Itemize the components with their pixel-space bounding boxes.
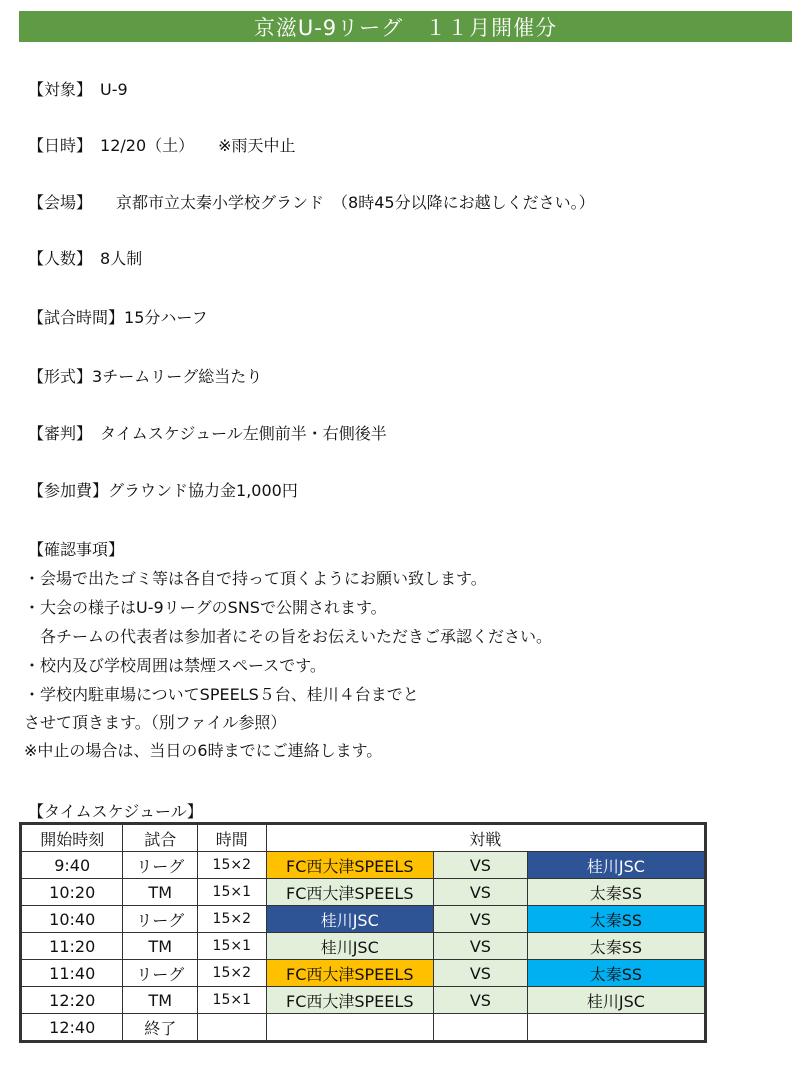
team-a-cell: FC西大津SPEELS [266, 852, 433, 879]
note-line: させて頂きます。（別ファイル参照） [24, 713, 287, 732]
info-players [28, 249, 142, 269]
table-row [21, 1014, 706, 1042]
info-value: 京都市立太秦小学校グランド （8時45分以降にお越しください。） [116, 193, 595, 212]
team-a-cell: FC西大津SPEELS [266, 960, 433, 987]
team-a-cell [266, 1014, 433, 1042]
vs-cell: VS [433, 879, 527, 906]
game-cell: TM [123, 879, 198, 906]
team-a-cell: FC西大津SPEELS [266, 879, 433, 906]
info-label: 【対象】 [28, 80, 85, 99]
schedule-header-row [21, 824, 706, 852]
info-label: 【参加費】 [28, 481, 109, 500]
table-row [21, 933, 706, 960]
team-a-cell: 桂川JSC [266, 933, 433, 960]
note-line: ・大会の様子はU-9リーグのSNSで公開されます。 [24, 598, 387, 617]
vs-cell: VS [433, 987, 527, 1014]
game-cell: リーグ [123, 852, 198, 879]
header-game: 試合 [123, 824, 198, 852]
duration-cell: 15×2 [198, 906, 267, 933]
duration-cell: 15×1 [198, 879, 267, 906]
table-row [21, 987, 706, 1014]
duration-cell: 15×2 [198, 852, 267, 879]
note-line: ・学校内駐車場についてSPEELS５台、桂川４台までと [24, 685, 419, 704]
info-fee [28, 481, 298, 501]
vs-cell: VS [433, 960, 527, 987]
info-value: 8人制 [100, 249, 143, 268]
team-b-cell [527, 1014, 705, 1042]
duration-cell: 15×1 [198, 933, 267, 960]
start-cell: 12:20 [21, 987, 123, 1014]
table-row [21, 960, 706, 987]
info-value: U-9 [100, 80, 128, 99]
info-match-time [28, 308, 208, 328]
duration-cell: 15×1 [198, 987, 267, 1014]
note-line: 各チームの代表者は参加者にその旨をお伝えいただきご承認ください。 [24, 627, 553, 646]
note-line: ・校内及び学校周囲は禁煙スペースです。 [24, 656, 326, 675]
vs-cell: VS [433, 933, 527, 960]
start-cell: 9:40 [21, 852, 123, 879]
note-line: ・会場で出たゴミ等は各自で持って頂くようにお願い致します。 [24, 569, 487, 588]
team-a-cell: FC西大津SPEELS [266, 987, 433, 1014]
game-cell: TM [123, 987, 198, 1014]
info-label: 【人数】 [28, 249, 85, 268]
info-value: 3チームリーグ総当たり [92, 367, 263, 386]
start-cell: 12:40 [21, 1014, 123, 1042]
header-duration: 時間 [198, 824, 267, 852]
table-row [21, 879, 706, 906]
game-cell: リーグ [123, 906, 198, 933]
notes-heading: 【確認事項】 [28, 540, 125, 559]
team-b-cell: 太秦SS [527, 960, 705, 987]
note-line: ※中止の場合は、当日の6時までにご連絡します。 [24, 741, 383, 760]
duration-cell [198, 1014, 267, 1042]
duration-cell: 15×2 [198, 960, 267, 987]
info-venue [28, 193, 595, 213]
info-format [28, 367, 262, 387]
start-cell: 10:40 [21, 906, 123, 933]
team-b-cell: 太秦SS [527, 879, 705, 906]
team-b-cell: 太秦SS [527, 933, 705, 960]
vs-cell: VS [433, 852, 527, 879]
info-label: 【日時】 [28, 136, 85, 155]
vs-cell: VS [433, 906, 527, 933]
game-cell: 終了 [123, 1014, 198, 1042]
start-cell: 10:20 [21, 879, 123, 906]
header-start: 開始時刻 [21, 824, 123, 852]
game-cell: リーグ [123, 960, 198, 987]
start-cell: 11:40 [21, 960, 123, 987]
page-title: 京滋U-9リーグ １１月開催分 [19, 11, 792, 42]
vs-cell [433, 1014, 527, 1042]
info-value: 15分ハーフ [124, 308, 208, 327]
info-referee [28, 424, 387, 444]
info-value: 12/20（土） ※雨天中止 [100, 136, 296, 155]
team-b-cell: 桂川JSC [527, 852, 705, 879]
schedule-label: 【タイムスケジュール】 [28, 802, 203, 821]
schedule-table [19, 822, 707, 1043]
info-label: 【形式】 [28, 367, 93, 386]
info-label: 【試合時間】 [28, 308, 125, 327]
game-cell: TM [123, 933, 198, 960]
team-b-cell: 桂川JSC [527, 987, 705, 1014]
info-value: タイムスケジュール左側前半・右側後半 [100, 424, 387, 443]
info-label: 【会場】 [28, 193, 85, 212]
team-a-cell: 桂川JSC [266, 906, 433, 933]
team-b-cell: 太秦SS [527, 906, 705, 933]
info-label: 【審判】 [28, 424, 85, 443]
info-target [28, 80, 128, 100]
info-value: グラウンド協力金1,000円 [108, 481, 298, 500]
table-row [21, 852, 706, 879]
info-datetime [28, 136, 296, 156]
table-row [21, 906, 706, 933]
schedule-body [21, 852, 706, 1042]
start-cell: 11:20 [21, 933, 123, 960]
header-match: 対戦 [266, 824, 705, 852]
